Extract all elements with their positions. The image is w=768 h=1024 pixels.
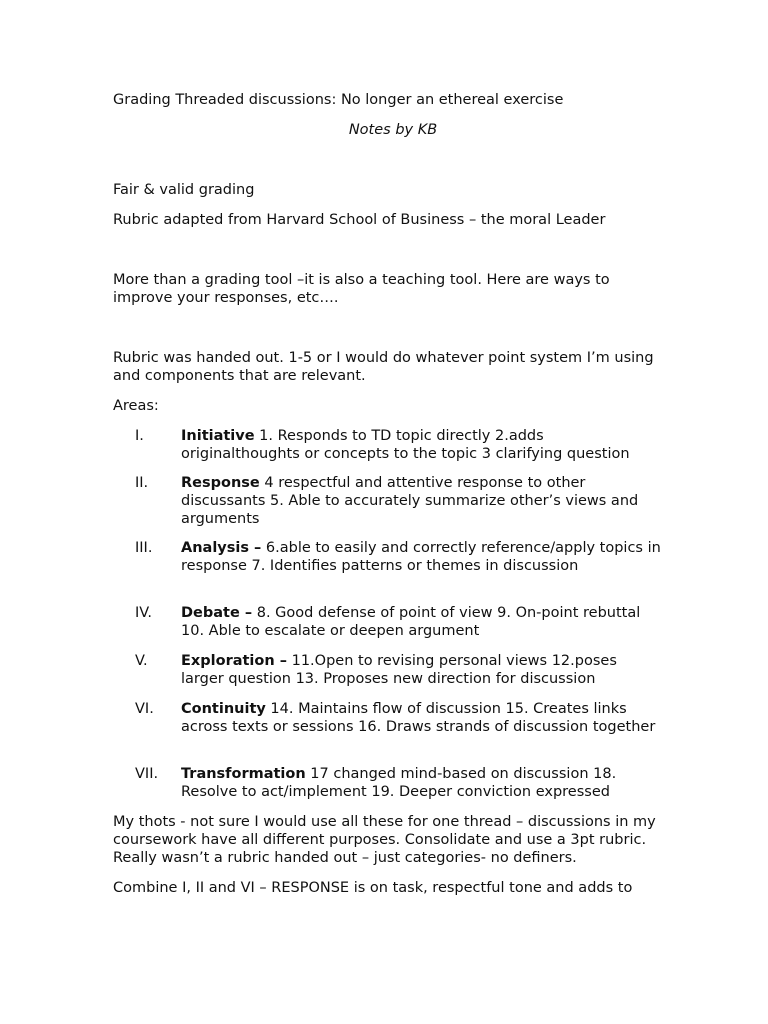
item-description: 14. Maintains flow of discussion 15. Creates links across texts or sessions 16. Draws strands of discussion together <box>181 701 656 735</box>
item-description: 6.able to easily and correctly reference/apply topics in response 7. Identifies patterns or themes in discussion <box>181 540 661 574</box>
item-text <box>181 539 661 575</box>
paragraph-teaching-tool: More than a grading tool –it is also a teaching tool. Here are ways to improve your responses, etc…. <box>113 272 610 306</box>
item-text <box>181 604 661 640</box>
item-numeral: II. <box>135 475 149 491</box>
item-term: Debate – <box>181 605 253 621</box>
item-term: Transformation <box>181 766 306 782</box>
item-term: Response <box>181 475 260 491</box>
item-description: 4 respectful and attentive response to other discussants 5. Able to accurately summarize other’s views and arguments <box>181 475 639 527</box>
item-term: Analysis – <box>181 540 262 556</box>
item-text <box>181 474 661 528</box>
item-term: Initiative <box>181 428 255 444</box>
item-numeral: V. <box>135 653 148 669</box>
item-numeral: I. <box>135 428 144 444</box>
item-description: 8. Good defense of point of view 9. On-point rebuttal 10. Able to escalate or deepen argument <box>181 605 641 639</box>
item-numeral: IV. <box>135 605 152 621</box>
item-numeral: VII. <box>135 766 159 782</box>
item-term: Exploration – <box>181 653 287 669</box>
byline: Notes by KB <box>348 122 438 138</box>
paragraph-combine: Combine I, II and VI – RESPONSE is on task, respectful tone and adds to <box>113 880 633 896</box>
paragraph-fair-grading: Fair & valid grading <box>113 182 255 198</box>
areas-label: Areas: <box>113 398 159 414</box>
item-text <box>181 700 661 736</box>
item-term: Continuity <box>181 701 266 717</box>
item-text <box>181 427 661 463</box>
item-description: 17 changed mind-based on discussion 18. Resolve to act/implement 19. Deeper conviction expressed <box>181 766 617 800</box>
paragraph-rubric-source: Rubric adapted from Harvard School of Business – the moral Leader <box>113 212 606 228</box>
paragraph-rubric-handout: Rubric was handed out. 1-5 or I would do whatever point system I’m using and components that are relevant. <box>113 350 654 384</box>
item-numeral: III. <box>135 540 153 556</box>
item-text <box>181 765 661 801</box>
item-text <box>181 652 661 688</box>
item-description: 1. Responds to TD topic directly 2.adds originalthoughts or concepts to the topic 3 clarifying question <box>181 428 630 462</box>
document-title: Grading Threaded discussions: No longer an ethereal exercise <box>113 92 564 108</box>
item-description: 11.Open to revising personal views 12.poses larger question 13. Proposes new direction for discussion <box>181 653 617 687</box>
item-numeral: VI. <box>135 701 154 717</box>
paragraph-my-thots: My thots - not sure I would use all these for one thread – discussions in my coursework have all different purposes. Consolidate and use a 3pt rubric. Really wasn’t a rubric handed out – just categories- no definers. <box>113 814 656 866</box>
